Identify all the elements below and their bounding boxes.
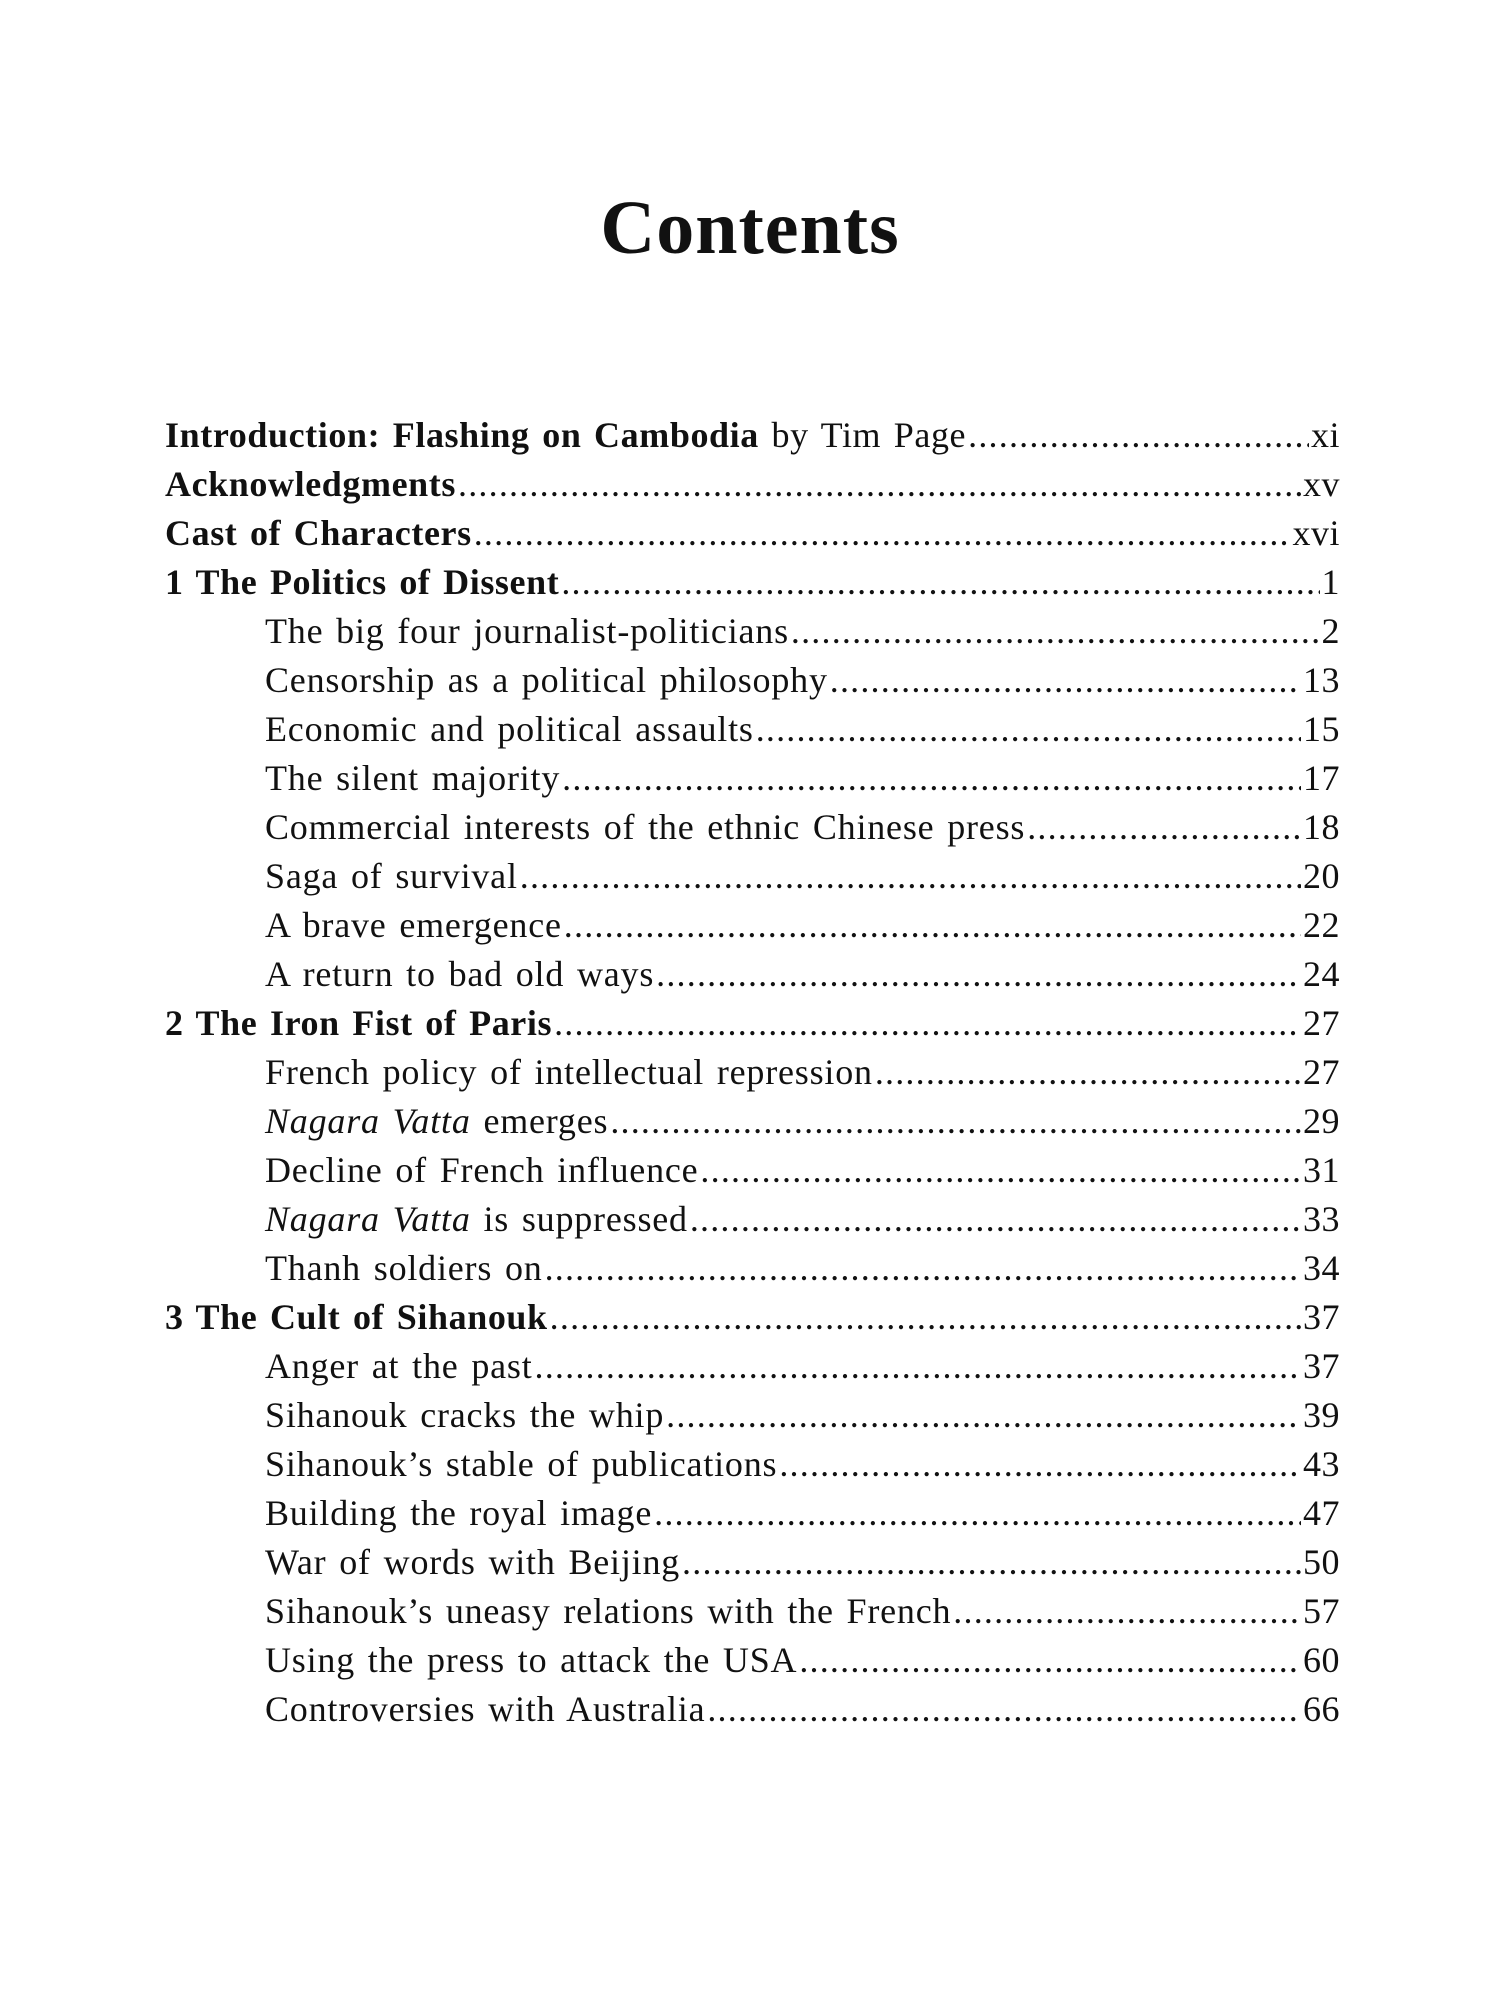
toc-entry bbox=[165, 607, 1340, 656]
toc-entry-title-text: Controversies with Australia bbox=[265, 1689, 706, 1729]
toc-entry-title-text: A brave emergence bbox=[265, 905, 562, 945]
table-of-contents bbox=[165, 411, 1340, 1734]
toc-entry-page-number: 1 bbox=[1321, 562, 1340, 602]
toc-entry bbox=[165, 1440, 1340, 1489]
toc-entry-title bbox=[265, 656, 828, 705]
toc-dot-leader bbox=[561, 558, 1319, 607]
toc-entry-title bbox=[165, 509, 472, 558]
toc-entry-title bbox=[265, 705, 754, 754]
toc-entry-page-number: 24 bbox=[1303, 954, 1340, 994]
toc-entry bbox=[165, 1636, 1340, 1685]
toc-entry-page-number: 50 bbox=[1303, 1542, 1340, 1582]
toc-entry bbox=[165, 754, 1340, 803]
toc-entry-page-number: 34 bbox=[1303, 1248, 1340, 1288]
toc-entry bbox=[165, 1391, 1340, 1440]
toc-dot-leader bbox=[779, 1440, 1301, 1489]
toc-entry-title-text: Economic and political assaults bbox=[265, 709, 754, 749]
toc-entry bbox=[165, 1342, 1340, 1391]
toc-entry-title bbox=[265, 1097, 608, 1146]
toc-entry-page-number: 47 bbox=[1303, 1493, 1340, 1533]
toc-dot-leader bbox=[700, 1146, 1301, 1195]
toc-entry-page-number: 18 bbox=[1303, 807, 1340, 847]
toc-entry-page-number: xi bbox=[1310, 415, 1340, 455]
toc-entry bbox=[165, 1587, 1340, 1636]
toc-dot-leader bbox=[875, 1048, 1301, 1097]
toc-entry-page-number: 37 bbox=[1303, 1346, 1340, 1386]
toc-dot-leader bbox=[666, 1391, 1301, 1440]
toc-dot-leader bbox=[707, 1685, 1301, 1734]
toc-entry-title bbox=[265, 1342, 533, 1391]
toc-entry-title bbox=[265, 1587, 951, 1636]
toc-entry-title bbox=[265, 1636, 797, 1685]
toc-entry-title bbox=[165, 558, 559, 607]
toc-entry bbox=[165, 1146, 1340, 1195]
toc-dot-leader bbox=[791, 607, 1320, 656]
toc-entry bbox=[165, 852, 1340, 901]
toc-dot-leader bbox=[682, 1538, 1301, 1587]
toc-entry-title-text: is suppressed bbox=[470, 1199, 688, 1239]
toc-dot-leader bbox=[656, 950, 1301, 999]
toc-entry bbox=[165, 901, 1340, 950]
toc-entry-title-text: French policy of intellectual repression bbox=[265, 1052, 873, 1092]
toc-entry-page-number: 37 bbox=[1303, 1297, 1340, 1337]
toc-entry-title bbox=[265, 1489, 652, 1538]
toc-entry-italic-title: Nagara Vatta bbox=[265, 1199, 471, 1239]
toc-entry bbox=[165, 705, 1340, 754]
toc-dot-leader bbox=[520, 852, 1301, 901]
toc-entry-page-number: 27 bbox=[1303, 1003, 1340, 1043]
toc-entry-title bbox=[265, 950, 654, 999]
toc-entry-page-number: 39 bbox=[1303, 1395, 1340, 1435]
toc-dot-leader bbox=[550, 1293, 1301, 1342]
toc-entry-title bbox=[265, 1685, 705, 1734]
toc-entry-title-text: A return to bad old ways bbox=[265, 954, 655, 994]
toc-entry-title-text: Sihanouk cracks the whip bbox=[265, 1395, 665, 1435]
toc-dot-leader bbox=[458, 460, 1301, 509]
toc-entry-title bbox=[265, 1391, 664, 1440]
toc-entry bbox=[165, 558, 1340, 607]
toc-dot-leader bbox=[564, 901, 1301, 950]
toc-entry-title-text: Introduction: Flashing on Cambodia bbox=[165, 415, 759, 455]
toc-entry-title-text: War of words with Beijing bbox=[265, 1542, 681, 1582]
toc-entry-page-number: 17 bbox=[1303, 758, 1340, 798]
toc-entry-title bbox=[265, 607, 789, 656]
toc-entry-title-text: Decline of French influence bbox=[265, 1150, 699, 1190]
toc-dot-leader bbox=[1027, 803, 1301, 852]
toc-entry-title bbox=[265, 754, 560, 803]
toc-entry-page-number: 20 bbox=[1303, 856, 1340, 896]
toc-entry-title-text: Anger at the past bbox=[265, 1346, 533, 1386]
toc-entry bbox=[165, 1489, 1340, 1538]
toc-entry-title bbox=[265, 1195, 688, 1244]
toc-dot-leader bbox=[562, 754, 1301, 803]
toc-entry-title bbox=[265, 1440, 777, 1489]
toc-entry-title-text: Saga of survival bbox=[265, 856, 518, 896]
toc-entry-page-number: 31 bbox=[1303, 1150, 1340, 1190]
toc-dot-leader bbox=[953, 1587, 1301, 1636]
toc-entry-title-text: Sihanouk’s uneasy relations with the French bbox=[265, 1591, 952, 1631]
toc-entry-italic-title: Nagara Vatta bbox=[265, 1101, 471, 1141]
toc-entry bbox=[165, 999, 1340, 1048]
toc-entry-page-number: 13 bbox=[1303, 660, 1340, 700]
toc-entry-page-number: 22 bbox=[1303, 905, 1340, 945]
toc-entry-title-text: Using the press to attack the USA bbox=[265, 1640, 798, 1680]
toc-entry-title-text: Sihanouk’s stable of publications bbox=[265, 1444, 778, 1484]
toc-entry-page-number: 33 bbox=[1303, 1199, 1340, 1239]
toc-entry bbox=[165, 1244, 1340, 1293]
toc-entry-title bbox=[265, 1538, 680, 1587]
toc-entry bbox=[165, 1195, 1340, 1244]
toc-entry-title-text: Censorship as a political philosophy bbox=[265, 660, 828, 700]
toc-entry-title-text: 2 The Iron Fist of Paris bbox=[165, 1003, 553, 1043]
toc-entry-page-number: xvi bbox=[1292, 513, 1340, 553]
toc-entry-title-text: The silent majority bbox=[265, 758, 561, 798]
toc-dot-leader bbox=[830, 656, 1301, 705]
toc-dot-leader bbox=[756, 705, 1301, 754]
toc-entry-page-number: 15 bbox=[1303, 709, 1340, 749]
toc-entry-page-number: xv bbox=[1303, 464, 1340, 504]
toc-entry-title bbox=[165, 1293, 548, 1342]
toc-entry-title-text: Thanh soldiers on bbox=[265, 1248, 543, 1288]
toc-entry bbox=[165, 460, 1340, 509]
toc-entry bbox=[165, 1538, 1340, 1587]
toc-entry-title-text: 3 The Cult of Sihanouk bbox=[165, 1297, 548, 1337]
toc-entry bbox=[165, 509, 1340, 558]
toc-entry-title-text: 1 The Politics of Dissent bbox=[165, 562, 560, 602]
toc-entry-title bbox=[165, 411, 966, 460]
toc-entry-page-number: 60 bbox=[1303, 1640, 1340, 1680]
toc-entry bbox=[165, 656, 1340, 705]
toc-entry bbox=[165, 411, 1340, 460]
toc-dot-leader bbox=[654, 1489, 1301, 1538]
toc-dot-leader bbox=[554, 999, 1301, 1048]
toc-dot-leader bbox=[474, 509, 1291, 558]
toc-entry-title-text: Building the royal image bbox=[265, 1493, 653, 1533]
toc-entry-title-text: Acknowledgments bbox=[165, 464, 457, 504]
toc-entry-title bbox=[265, 1146, 698, 1195]
toc-entry-title bbox=[165, 999, 552, 1048]
toc-entry-title bbox=[265, 803, 1025, 852]
toc-entry-title bbox=[265, 901, 562, 950]
toc-entry bbox=[165, 1293, 1340, 1342]
toc-dot-leader bbox=[799, 1636, 1301, 1685]
toc-dot-leader bbox=[690, 1195, 1301, 1244]
toc-entry-title-text: Cast of Characters bbox=[165, 513, 472, 553]
toc-entry-page-number: 27 bbox=[1303, 1052, 1340, 1092]
toc-entry-title-text: emerges bbox=[470, 1101, 609, 1141]
toc-entry bbox=[165, 950, 1340, 999]
toc-entry bbox=[165, 1048, 1340, 1097]
toc-entry-author: by Tim Page bbox=[758, 415, 967, 455]
toc-entry-title-text: The big four journalist-politicians bbox=[265, 611, 789, 651]
toc-entry-page-number: 57 bbox=[1303, 1591, 1340, 1631]
toc-entry-title-text: Commercial interests of the ethnic Chinese press bbox=[265, 807, 1026, 847]
toc-entry bbox=[165, 803, 1340, 852]
page-title: Contents bbox=[600, 186, 900, 270]
toc-entry-title bbox=[265, 852, 518, 901]
toc-entry-title bbox=[265, 1048, 873, 1097]
toc-entry bbox=[165, 1685, 1340, 1734]
toc-dot-leader bbox=[968, 411, 1309, 460]
toc-entry bbox=[165, 1097, 1340, 1146]
toc-entry-title bbox=[265, 1244, 543, 1293]
toc-entry-page-number: 29 bbox=[1303, 1101, 1340, 1141]
toc-entry-page-number: 43 bbox=[1303, 1444, 1340, 1484]
toc-dot-leader bbox=[545, 1244, 1301, 1293]
toc-entry-page-number: 2 bbox=[1321, 611, 1340, 651]
toc-entry-page-number: 66 bbox=[1303, 1689, 1340, 1729]
toc-dot-leader bbox=[610, 1097, 1301, 1146]
toc-entry-title bbox=[165, 460, 456, 509]
toc-dot-leader bbox=[535, 1342, 1301, 1391]
